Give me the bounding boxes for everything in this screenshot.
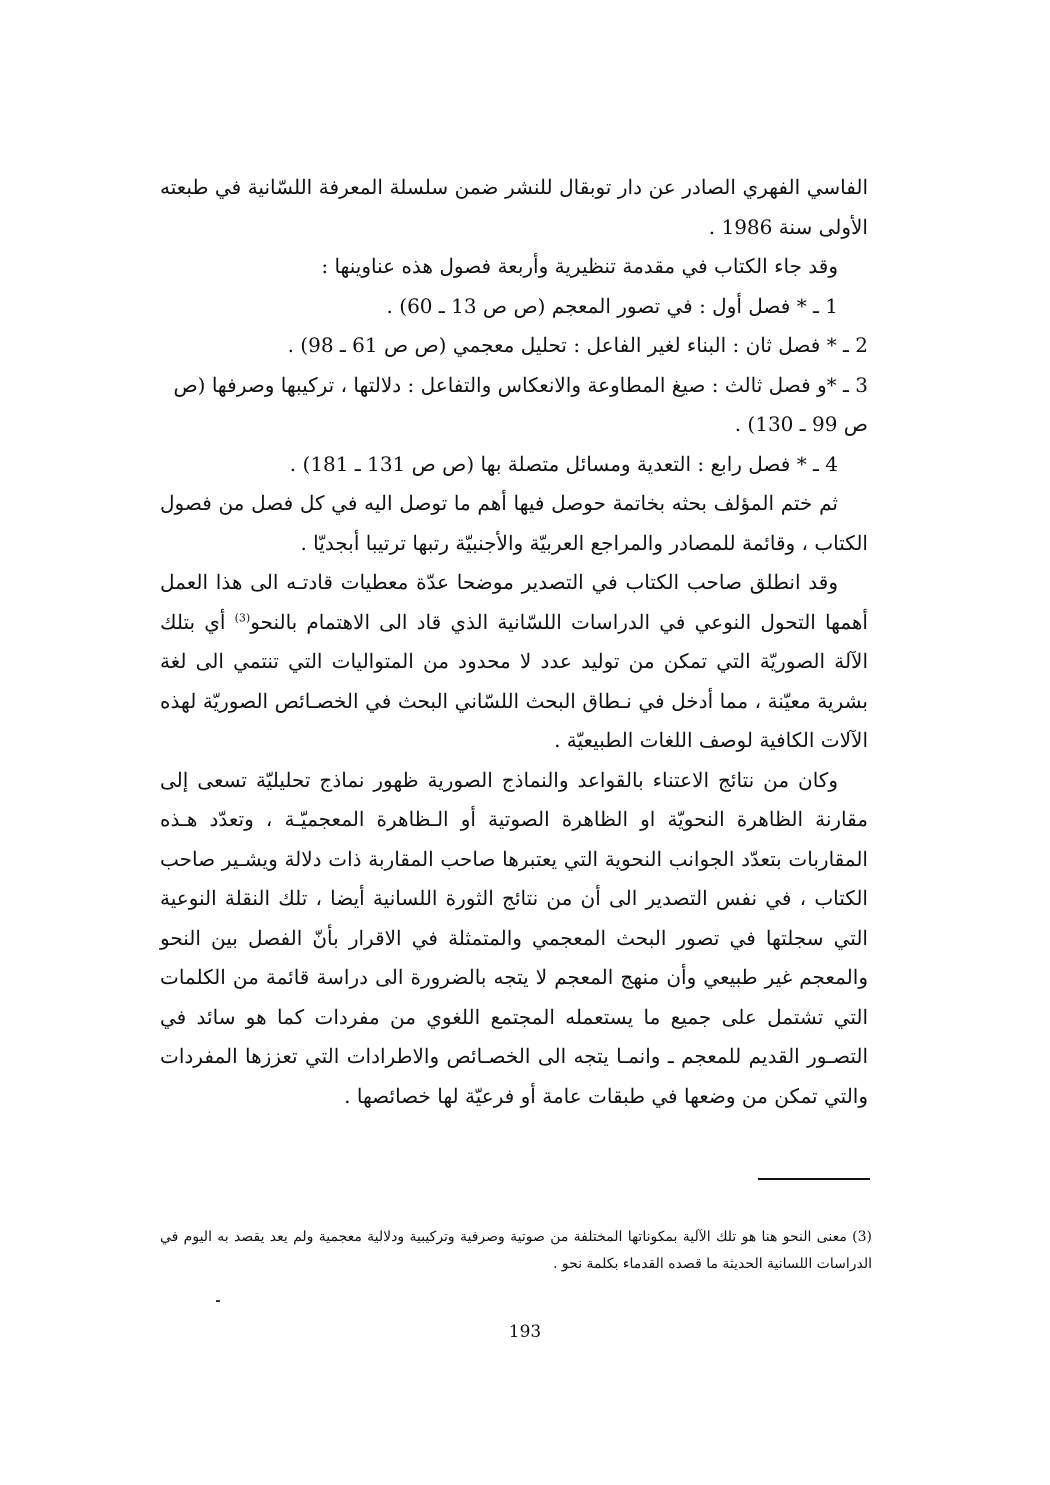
chapter-1-item: 1 ـ * فصل أول : في تصور المعجم (ص ص 13 ـ 60) . — [386, 293, 838, 318]
footnote-reference: (3) — [234, 610, 251, 624]
paragraph-conclusion: ثم ختم المؤلف بحثه بخاتمة حوصل فيها أهم ما توصل اليه في كل فصل من فصول الكتاب ، وقائمة للمصادر والمراجع العربيّة والأجنبيّة رتبها ترتيبا أبجديّا . — [160, 491, 868, 555]
paragraph-preface-continued: أي بتلك الآلة الصوريّة التي تمكن من توليد عدد لا محدود من المتواليات التي تنتمي الى لغة بشرية معيّنة ، مما أدخل في نـطاق البحث اللسّاني البحث في الخصـائص الصوريّة لهذه الآلات الكافية لوصف اللغات الطبيعيّة . — [160, 609, 868, 752]
main-text — [160, 168, 868, 1116]
paragraph-preface — [160, 563, 868, 761]
paragraph-preface-text: وقد انطلق صاحب الكتاب في التصدير موضحا عدّة معطيات قادتـه الى هذا العمل أهمها التحول النوعي في الدراسات اللسّانية الذي قاد الى الاهتمام بالنحو — [160, 570, 868, 634]
chapter-4-item: 4 ـ * فصل رابع : التعدية ومسائل متصلة بها (ص ص 131 ـ 181) . — [289, 451, 838, 476]
paragraph-intro: الفاسي الفهري الصادر عن دار توبقال للنشر ضمن سلسلة المعرفة اللسّانية في طبعته الأولى سنة 1986 . — [160, 175, 868, 239]
page-number: 193 — [508, 1322, 542, 1342]
chapter-2-item: 2 ـ * فصل ثان : البناء لغير الفاعل : تحليل معجمي (ص ص 61 ـ 98) . — [287, 333, 868, 357]
chapter-3-item: 3 ـ *و فصل ثالث : صيغ المطاوعة والانعكاس والتفاعل : دلالتها ، تركيبها وصرفها (ص ص 99 ـ 130) . — [173, 372, 868, 436]
footnote-divider — [758, 1178, 870, 1180]
paragraph-structure: وقد جاء الكتاب في مقدمة تنظيرية وأربعة فصول هذه عناوينها : — [321, 254, 838, 278]
scan-speck — [216, 1300, 220, 1302]
footnote: (3) معنى النحو هنا هو تلك الآلية بمكوناتها المختلفة من صوتية وصرفية وتركيبية ودلالية معجمية ولم يعد يقصد به اليوم في الدراسات اللسانية الحديثة ما قصده القدماء بكلمة نحو . — [160, 1229, 872, 1272]
paragraph-results: وكان من نتائج الاعتناء بالقواعد والنماذج الصورية ظهور نماذج تحليليّة تسعى إلى مقارنة الظاهرة النحويّة او الظاهرة الصوتية أو الـظاهرة المعجميّـة ، وتعدّد هـذه المقاربات بتعدّد الجوانب النحوية التي يعتبرها صاحب المقاربة ذات دلالة ويشـير صاحب الكتاب ، في نفس التصدير الى أن من نتائج الثورة اللسانية أيضا ، تلك النقلة النوعية التي سجلتها في تصور البحث المعجمي والمتمثلة في الاقرار بأنّ الفصل بين النحو والمعجم غير طبيعي وأن منهج المعجم لا يتجه بالضرورة الى دراسة قائمة من الكلمات التي تشتمل على جميع ما يستعمله المجتمع اللغوي من مفردات كما هو سائد في التصـور القديم للمعجم ـ وانمـا يتجه الى الخصـائص والاطرادات التي تعززها المفردات والتي تمكن من وضعها في طبقات عامة أو فرعيّة لها خصائصها . — [160, 767, 869, 1108]
